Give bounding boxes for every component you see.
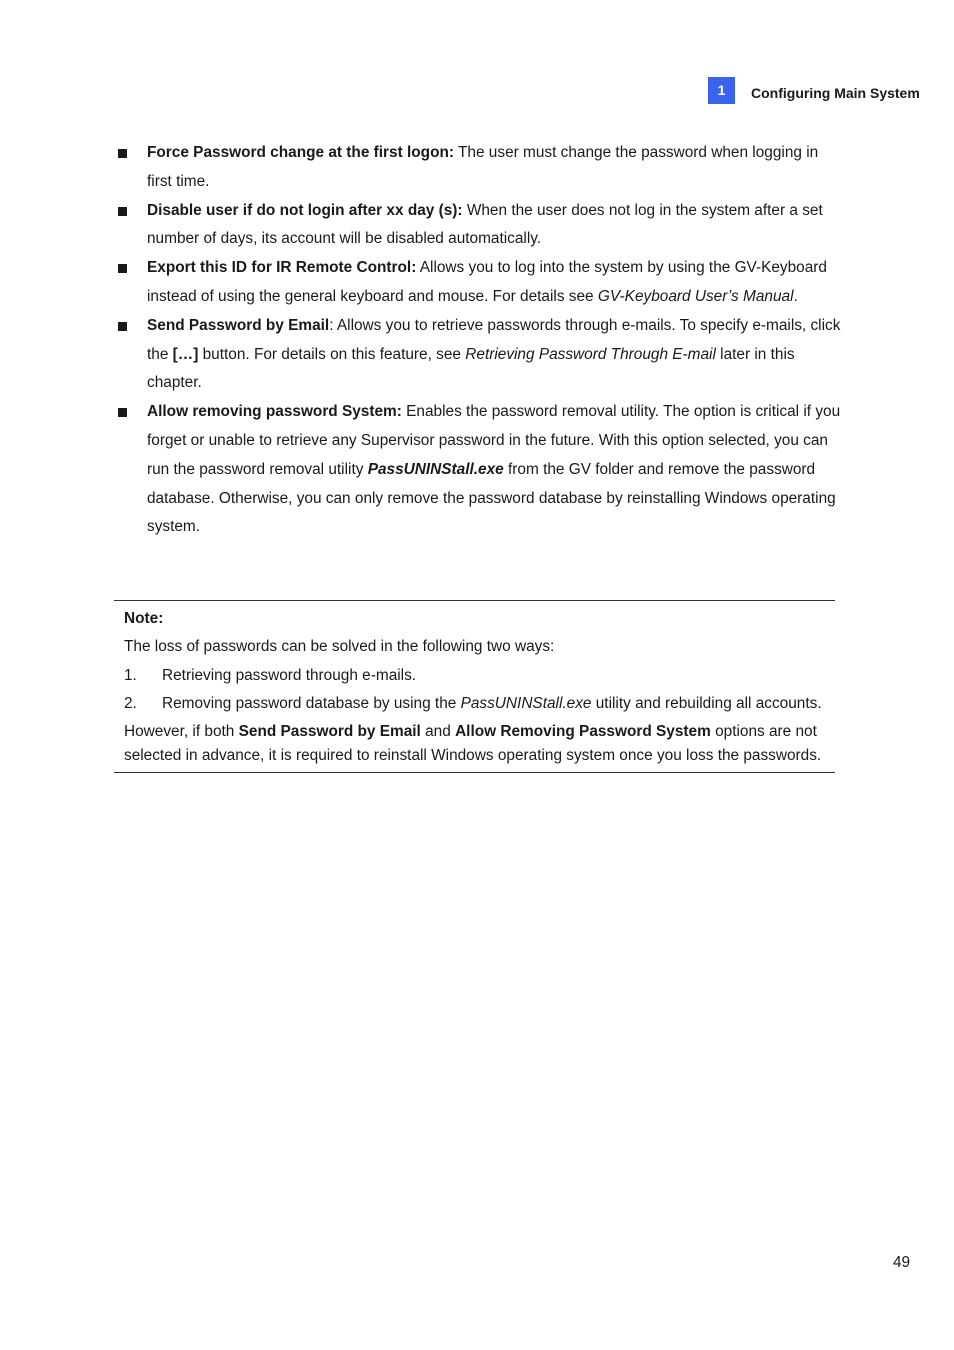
sentence-end: later in this chapter.	[147, 345, 795, 392]
chapter-title: Configuring Main System	[751, 85, 920, 101]
option-name: Allow Removing Password System	[455, 723, 711, 740]
option-name: Send Password by Email	[238, 723, 421, 740]
note-step	[124, 692, 835, 716]
option-term: Send Password by Email	[147, 316, 330, 334]
note-intro: The loss of passwords can be solved in the following two ways:	[124, 638, 555, 655]
step-text: Removing password database by using the	[162, 695, 461, 712]
page-number: 49	[893, 1254, 911, 1271]
option-term: Disable user if do not login after xx day (s):	[147, 201, 463, 219]
step-number: 1.	[124, 667, 137, 684]
option-description: Allows you to log into the system by using the GV-Keyboard instead of using the general keyboard and mouse. For details see	[147, 259, 827, 305]
note-step	[124, 664, 835, 688]
option-term: Allow removing password System:	[147, 403, 402, 421]
utility-name: PassUNINStall.exe	[367, 460, 504, 478]
option-term: Force Password change at the first logon:	[147, 144, 455, 161]
chapter-number-badge: 1	[708, 77, 735, 104]
sentence-end: .	[793, 287, 798, 305]
square-bullet-icon	[118, 322, 127, 331]
step-text: Retrieving password through e-mails.	[162, 667, 417, 684]
page-header	[708, 77, 938, 107]
option-description: Enables the password removal utility. The option is critical if you forget or unable to retrieve any Supervisor password in the future. With this option selected, you can run the password removal utility	[147, 403, 841, 478]
square-bullet-icon	[118, 408, 127, 417]
utility-name: PassUNINStall.exe	[460, 695, 592, 712]
list-item-disable-user	[117, 197, 842, 255]
list-item-send-password-email	[117, 312, 842, 398]
option-description: : Allows you to retrieve passwords through e-mails. To specify e-mails, click the	[147, 316, 841, 363]
note-box	[114, 600, 835, 773]
option-description-continued: from the GV folder and remove the password database. Otherwise, you can only remove the password database by reinstalling Windows operating system.	[147, 460, 836, 536]
option-term: Export this ID for IR Remote Control:	[147, 259, 417, 277]
option-description: When the user does not log in the system after a set number of days, its account will be disabled automatically.	[147, 201, 823, 248]
section-reference: Retrieving Password Through E-mail	[465, 345, 716, 363]
conclusion-text: However, if both	[124, 723, 239, 740]
option-description: The user must change the password when logging in first time.	[147, 144, 819, 190]
step-text-continued: utility and rebuilding all accounts.	[591, 695, 822, 712]
conclusion-text: and	[420, 723, 456, 740]
note-steps	[124, 664, 835, 716]
square-bullet-icon	[118, 264, 127, 273]
step-number: 2.	[124, 695, 137, 712]
square-bullet-icon	[118, 207, 127, 216]
list-item-export-id-ir-remote	[117, 254, 842, 312]
browse-button-label: […]	[172, 345, 199, 363]
list-item-allow-removing-password	[117, 398, 842, 542]
note-heading: Note:	[124, 610, 164, 627]
manual-reference: GV-Keyboard User’s Manual	[597, 287, 794, 305]
square-bullet-icon	[118, 149, 127, 158]
conclusion-text: options are not selected in advance, it is required to reinstall Windows operating system once you loss the passwords.	[124, 723, 822, 764]
note-conclusion	[124, 720, 835, 768]
list-item-force-password-change	[117, 139, 842, 197]
option-list	[117, 139, 842, 542]
option-description-continued: button. For details on this feature, see	[198, 345, 466, 363]
